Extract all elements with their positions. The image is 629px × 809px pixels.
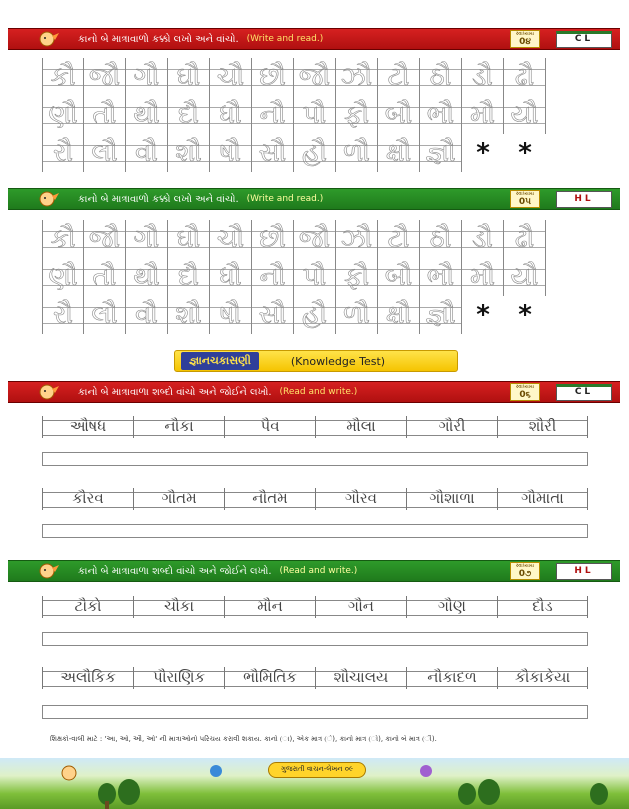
star-mark: * <box>476 138 490 168</box>
trace-word: ગૌન <box>315 596 406 618</box>
tree-icon <box>590 783 608 805</box>
trace-letter: ઢૌ <box>504 58 546 96</box>
trace-letter: ણૌ <box>42 258 84 296</box>
trace-letter: ષૌ <box>210 296 252 334</box>
trace-letter: યૌ <box>504 258 546 296</box>
section-banner-4 <box>8 560 620 582</box>
trace-letter: હૌ <box>294 134 336 172</box>
trace-letter: ભૌ <box>420 96 462 134</box>
trace-word: ગૌણ <box>406 596 497 618</box>
word-row-hl-2 <box>42 667 588 689</box>
trace-letter: ભૌ <box>420 258 462 296</box>
trace-letter: ટૌ <box>378 58 420 96</box>
trace-word: મૌલા <box>315 416 406 438</box>
trace-letter: જૌ <box>294 58 336 96</box>
trace-letter: ગૌ <box>126 58 168 96</box>
trace-word: અલૌકિક <box>42 667 133 689</box>
exercise-number-box: સ્વાધ્યાય 0૪ <box>510 30 540 48</box>
trace-letter: ચૌ <box>210 58 252 96</box>
trace-word: ચૌકા <box>133 596 224 618</box>
trace-word: ટૌકો <box>42 596 133 618</box>
writing-line <box>42 632 588 646</box>
teacher-note: શિક્ષકો-વાલી માટે : 'આ, ઓ, ઔ, ઓ' ની માત્રાઓનો પરિચય કરાવી શકાય. કાનો (ા), એક માત્ર (ે), કાનો માત્ર (ો), કાનો બે માત્ર (ૌ). <box>50 735 437 743</box>
trace-word: ગૌશાળા <box>406 488 497 510</box>
trace-letter: યૌ <box>504 96 546 134</box>
section-banner-3 <box>8 381 620 403</box>
word-row-cl-1 <box>42 416 588 438</box>
knowledge-test-english: (Knowledge Test) <box>290 354 386 368</box>
trace-letter: વૌ <box>126 134 168 172</box>
trace-letter: બૌ <box>378 96 420 134</box>
trace-letter: ટૌ <box>378 220 420 258</box>
trace-word: કૌરવ <box>42 488 133 510</box>
trace-grid-2 <box>42 220 588 334</box>
writing-line <box>42 452 588 466</box>
trace-letter: હૌ <box>294 296 336 334</box>
trace-letter: ઠૌ <box>420 220 462 258</box>
star-mark: * <box>476 300 490 330</box>
trace-word: ભૌમિતિક <box>224 667 315 689</box>
trace-letter: જ્ઞૌ <box>420 134 462 172</box>
trace-letter: શૌ <box>168 134 210 172</box>
mascot-icon <box>38 30 60 48</box>
section-title: કાનો બે માત્રાવાળા શબ્દો વાંચો અને જોઈને લખો. <box>78 386 272 398</box>
trace-letter: ક્ષૌ <box>378 296 420 334</box>
star-mark: * <box>518 138 532 168</box>
trace-letter: ળૌ <box>336 134 378 172</box>
trace-letter: પૌ <box>294 96 336 134</box>
trace-letter: જૌ <box>84 220 126 258</box>
trace-letter: છૌ <box>252 58 294 96</box>
trace-letter: ચૌ <box>210 220 252 258</box>
section-banner-1 <box>8 28 620 50</box>
trace-word: નૌકા <box>133 416 224 438</box>
tree-icon <box>458 783 476 805</box>
trace-word: દૌડ <box>497 596 588 618</box>
word-row-cl-2 <box>42 488 588 510</box>
trace-word: પૌરાણિક <box>133 667 224 689</box>
trace-letter: ધૌ <box>210 258 252 296</box>
knowledge-test-label <box>174 350 458 372</box>
trace-letter: ગૌ <box>126 220 168 258</box>
trace-word: શૌરી <box>497 416 588 438</box>
star-mark: * <box>518 300 532 330</box>
trace-letter: સૌ <box>252 296 294 334</box>
trace-word: નૌતમ <box>224 488 315 510</box>
level-badge: CL <box>556 31 612 48</box>
bird-icon <box>208 762 224 780</box>
trace-letter: મૌ <box>462 96 504 134</box>
exercise-number-box: સ્વાધ્યાય 0૬ <box>510 383 540 401</box>
trace-letter: વૌ <box>126 296 168 334</box>
mascot-icon <box>38 190 60 208</box>
bird-icon <box>418 762 434 780</box>
trace-letter: સૌ <box>252 134 294 172</box>
trace-letter: ડૌ <box>462 220 504 258</box>
trace-letter: ષૌ <box>210 134 252 172</box>
trace-letter: ફૌ <box>336 96 378 134</box>
level-badge: HL <box>556 563 612 580</box>
trace-letter: રૌ <box>42 296 84 334</box>
trace-letter: ઝૌ <box>336 220 378 258</box>
trace-word: કૌકાકેયા <box>497 667 588 689</box>
trace-letter: શૌ <box>168 296 210 334</box>
section-subtitle: (Read and write.) <box>279 566 358 576</box>
section-title: કાનો બે માત્રાવાળા શબ્દો વાંચો અને જોઈને લખો. <box>78 565 272 577</box>
trace-letter: ળૌ <box>336 296 378 334</box>
trace-letter: દૌ <box>168 96 210 134</box>
trace-letter: પૌ <box>294 258 336 296</box>
trace-letter: જ્ઞૌ <box>420 296 462 334</box>
trace-letter: કૌ <box>42 58 84 96</box>
word-row-hl-1 <box>42 596 588 618</box>
trace-word: શૌચાલય <box>315 667 406 689</box>
trace-word: પૈવ <box>224 416 315 438</box>
section-subtitle: (Write and read.) <box>246 194 324 204</box>
trace-grid-1 <box>42 58 588 172</box>
section-banner-2 <box>8 188 620 210</box>
trace-letter: તૌ <box>84 258 126 296</box>
trace-letter: ઘૌ <box>168 58 210 96</box>
trace-letter: ક્ષૌ <box>378 134 420 172</box>
trace-letter: થૌ <box>126 258 168 296</box>
trace-letter: ઘૌ <box>168 220 210 258</box>
exercise-number-box: સ્વાધ્યાય 0૫ <box>510 190 540 208</box>
trace-letter: ઢૌ <box>504 220 546 258</box>
tree-icon <box>118 779 140 805</box>
trace-word: ગૌરવ <box>315 488 406 510</box>
section-subtitle: (Read and write.) <box>279 387 358 397</box>
section-subtitle: (Write and read.) <box>246 34 324 44</box>
trace-letter: ણૌ <box>42 96 84 134</box>
section-title: કાનો બે માત્રાવાળો કક્કો લખો અને વાંચો. <box>78 193 239 205</box>
writing-line <box>42 705 588 719</box>
trace-word: નૌકાદળ <box>406 667 497 689</box>
trace-word: ઔષધ <box>42 416 133 438</box>
trace-letter: ધૌ <box>210 96 252 134</box>
exercise-number-box: સ્વાધ્યાય 0૭ <box>510 562 540 580</box>
trace-letter: નૌ <box>252 96 294 134</box>
trace-letter: દૌ <box>168 258 210 296</box>
trace-word: મૌન <box>224 596 315 618</box>
level-badge: CL <box>556 384 612 401</box>
trace-letter: જૌ <box>84 58 126 96</box>
knowledge-test-gujarati: જ્ઞાનચકાસણી <box>181 352 259 370</box>
trace-letter: જૌ <box>294 220 336 258</box>
trace-letter: છૌ <box>252 220 294 258</box>
mascot-icon <box>60 764 78 782</box>
trace-letter: કૌ <box>42 220 84 258</box>
section-title: કાનો બે માત્રાવાળો કક્કો લખો અને વાંચો. <box>78 33 239 45</box>
trace-letter: લૌ <box>84 296 126 334</box>
trace-letter: બૌ <box>378 258 420 296</box>
trace-letter: રૌ <box>42 134 84 172</box>
trace-word: ગૌરી <box>406 416 497 438</box>
trace-letter: તૌ <box>84 96 126 134</box>
trace-letter: ફૌ <box>336 258 378 296</box>
trace-letter: થૌ <box>126 96 168 134</box>
trace-letter: ઝૌ <box>336 58 378 96</box>
tree-icon <box>478 779 500 805</box>
trace-letter: ઠૌ <box>420 58 462 96</box>
writing-line <box>42 524 588 538</box>
trace-word: ગૌતમ <box>133 488 224 510</box>
footer-page-label: ગુજરાતી વાચન-લેખન ૦૯ <box>268 762 366 778</box>
mascot-icon <box>38 562 60 580</box>
trace-word: ગૌમાતા <box>497 488 588 510</box>
trace-letter: નૌ <box>252 258 294 296</box>
mascot-icon <box>38 383 60 401</box>
trace-letter: લૌ <box>84 134 126 172</box>
trace-letter: ડૌ <box>462 58 504 96</box>
level-badge: HL <box>556 191 612 208</box>
trace-letter: મૌ <box>462 258 504 296</box>
